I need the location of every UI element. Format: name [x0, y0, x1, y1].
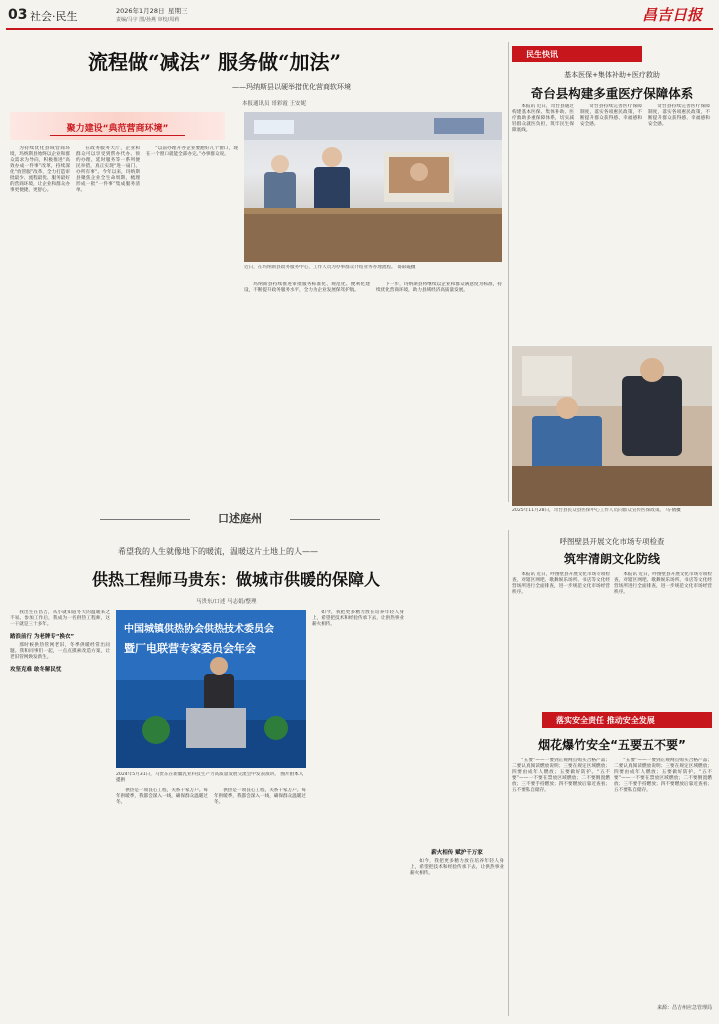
- story2-col2: [116, 788, 208, 1016]
- story2-subhead1: 踏浪前行 为老牌专“换衣”: [10, 634, 75, 640]
- story2-caption-credit: 图片由本人提供: [116, 772, 304, 783]
- sidebar-label: [512, 46, 642, 62]
- story3-col1: [512, 758, 610, 1014]
- story1-col5-text: 下一步，玛纳斯县将继续以企业和群众满意度为标准，持续优化营商环境，助力县域经济高质量发展。: [376, 282, 502, 293]
- column-divider-lower: [508, 530, 509, 1016]
- issue-weekday: 星期三: [168, 7, 188, 15]
- story1-col5: [376, 282, 502, 500]
- story1-col1-text: 为持续优化县域营商环境，玛纳斯县始终以企业和群众需求为导向，积极推进“高效办成一件事”改革，持续深化“放管服”改革，全力打造审批最少、流程最优、服务最好的营商环境，让企业和群众办事更便捷、更舒心。: [10, 146, 70, 193]
- story2-subhead2: 攻坚克难 敢冬解民忧: [10, 667, 62, 673]
- story1-byline: 本报通讯员 哥彩霞 王安妮: [242, 101, 306, 107]
- sidebar2-kicker: 呼图壁县开展文化市场专项检查: [559, 537, 665, 546]
- story2-col3: [214, 788, 306, 1016]
- sidebar-caption-text: 2025年11月28日，奇台县民众县医保中心工作人员向群众宣传医保政策。: [512, 508, 665, 513]
- story1-banner: [10, 112, 225, 140]
- story1-subtitle: ——玛纳斯县以硬举措优化营商软环境: [232, 83, 351, 91]
- sidebar-label-text: 民生快讯: [526, 50, 558, 59]
- page-number: 03: [8, 7, 28, 23]
- sidebar-photo-caption: [512, 508, 712, 522]
- sidebar-photo: [512, 346, 712, 506]
- column-divider: [508, 42, 509, 502]
- story2-col1-text: 我出生在昌吉，从小就知道冬天的温暖来之不易。参加工作后，我成为一名供热工程师，这一干就是三十多年。: [10, 610, 110, 627]
- story2-col3-text: 供热是一项良心工程，关系千家万户。每年供暖季，我都会深入一线，确保群众温暖过冬。: [116, 788, 208, 805]
- story1-col4: [244, 282, 370, 500]
- story1-col3: [146, 146, 238, 500]
- sidebar-col2: [580, 104, 642, 344]
- editor-line: 责编/马宇 图/孙燕 审校/周莉: [116, 17, 180, 23]
- story2-col2-text: 那时候供热管网老旧，冬季供暖经常出问题。我和同事们一起，一点点摸索改造方案，让老旧管网焕发新生。: [10, 643, 110, 660]
- story2-caption-text: 2024年5月31日，马贵东在新疆乳业科技生产力高质量发展交流会中发表演讲。: [116, 772, 279, 777]
- issue-date: 2026年1月28日: [116, 7, 165, 15]
- sidebar2-body: 本报讯 近日，呼图壁县开展文化市场专项检查，对辖区网吧、歌舞娱乐场所、书店等文化经营场所进行全面排查，进一步规范文化市场经营秩序。: [512, 572, 610, 595]
- story1-caption-text: 近日，在玛纳斯县政务服务中心，工作人员为办事群众介绍业务办理流程。: [244, 265, 396, 270]
- sidebar2-body-cont: 本报讯 近日，呼图壁县开展文化市场专项检查，对辖区网吧、歌舞娱乐场所、书店等文化经营场所进行全面排查，进一步规范文化市场经营秩序。: [614, 572, 712, 595]
- story2-title: 供热工程师马贵东：做城市供暖的保障人: [92, 570, 381, 589]
- service-hall-illustration: [244, 112, 502, 262]
- story1-photo-caption: [244, 265, 502, 277]
- column-name: 口述庭州: [218, 512, 262, 525]
- sidebar-body1: 本报讯 近日，奇台县通过构建基本医保、集体补助、医疗救助多重保障体系，切实减轻群众就医负担，筑牢民生保障底线。: [512, 104, 574, 133]
- medical-office-illustration: [512, 346, 712, 506]
- story3-col2: [614, 758, 712, 998]
- story2-byline: 马贵东/口述 马志娟/整理: [196, 599, 257, 605]
- story1-col2-text: 在政务服务大厅，企业和群众可以享受到帮办代办、预约办理、延时服务等一系列便民举措，真正实现“进一扇门、办所有事”。今年以来，玛纳斯县聚焦企业全生命周期，梳理形成一批“一件事”集成服务清单。: [76, 146, 140, 193]
- story3-body-cont: “五要”——一要到正规网点购买合格产品；二要认真阅读燃放说明；三要在规定区域燃放；四要由成年人燃放；五要做好防护。“五不要”——一不要在禁放区域燃放；二不要倒置燃放；三不要手持燃放；四不要燃放后靠近查看；五不要私自储存。: [614, 758, 712, 793]
- story2-col4-text: 如今，我把更多精力放在培养年轻人身上，希望把技术和经验传承下去，让供热事业薪火相传。: [312, 610, 404, 627]
- story2-col1: [10, 610, 110, 1016]
- story1-caption-credit: 哥彩霞摄: [397, 265, 416, 270]
- sidebar-caption-credit: 马·倩摄: [665, 508, 681, 513]
- story1-col4-text: 玛纳斯县持续推进审批服务标准化、规范化、便利化建设，不断提升政务服务水平，全力为企业发展保驾护航。: [244, 282, 370, 293]
- story2-col5: [410, 610, 504, 1016]
- story2-col3-cont: 供热是一项良心工程，关系千家万户。每年供暖季，我都会深入一线，确保群众温暖过冬。: [214, 788, 306, 805]
- story3-body: “五要”——一要到正规网点购买合格产品；二要认真阅读燃放说明；三要在规定区域燃放；四要由成年人燃放；五要做好防护。“五不要”——一不要在禁放区域燃放；二不要倒置燃放；三不要手持燃放；四不要燃放后靠近查看；五不要私自储存。: [512, 758, 610, 793]
- sidebar2-col1: [512, 572, 610, 690]
- story2-column-header: [10, 508, 504, 532]
- sidebar-col1: [512, 104, 574, 344]
- banner-text: 聚力建设“典范营商环境”: [66, 124, 169, 134]
- stage-banner-line2: 暨厂电联营专家委员会年会: [124, 642, 256, 655]
- sidebar-kicker: 基本医保+集体补助+医疗救助: [564, 71, 660, 79]
- story2-photo: [116, 610, 306, 768]
- story3-title: 烟花爆竹安全“五要五不要”: [538, 738, 686, 752]
- section-name: 社会·民生: [30, 10, 78, 23]
- story1-col3-text: “以前办理开办企业要跑好几个窗口，现在一个窗口就能全部办完。”办事群众说。: [146, 146, 238, 157]
- column-ornament-left: [100, 519, 190, 520]
- story3-label-text: 落实安全责任 推动安全发展: [556, 716, 655, 725]
- story2-photo-caption: [116, 772, 306, 784]
- sidebar2-col2: [614, 572, 712, 690]
- stage-banner-line1: 中国城镇供热协会供热技术委员会: [124, 624, 274, 635]
- story1-col2: [76, 146, 140, 500]
- masthead-logo: 昌吉日报: [642, 6, 703, 24]
- header-rule: [6, 28, 713, 30]
- sidebar2-title: 筑牢清朗文化防线: [563, 552, 660, 566]
- sidebar-title: 奇台县构建多重医疗保障体系: [530, 86, 694, 101]
- sidebar-body2-cont: 奇台县持续完善医疗保障制度，落实各项惠民政策，不断提升群众获得感、幸福感和安全感。: [648, 104, 710, 127]
- story2-col4: [312, 610, 404, 1016]
- story1-title: 流程做“减法” 服务做“加法”: [88, 50, 341, 74]
- story1-photo: [244, 112, 502, 262]
- sidebar-body2: 奇台县持续完善医疗保障制度，落实各项惠民政策，不断提升群众获得感、幸福感和安全感。: [580, 104, 642, 127]
- banner-underline: [50, 135, 185, 136]
- story3-label: [542, 712, 712, 728]
- sidebar-col3: [648, 104, 710, 344]
- story2-quote: 希望我的人生就像地下的暖流，温暖这片土地上的人——: [118, 547, 318, 556]
- story2-subhead3: 薪火相传 赋护千万家: [431, 850, 483, 856]
- story2-col5-text: 如今，我把更多精力放在培养年轻人身上，希望把技术和经验传承下去，让供热事业薪火相传。: [410, 859, 504, 876]
- column-ornament-right: [290, 519, 380, 520]
- story3-credit: 来源：昌吉州应急管理局: [656, 1005, 712, 1011]
- story1-col1: [10, 146, 70, 500]
